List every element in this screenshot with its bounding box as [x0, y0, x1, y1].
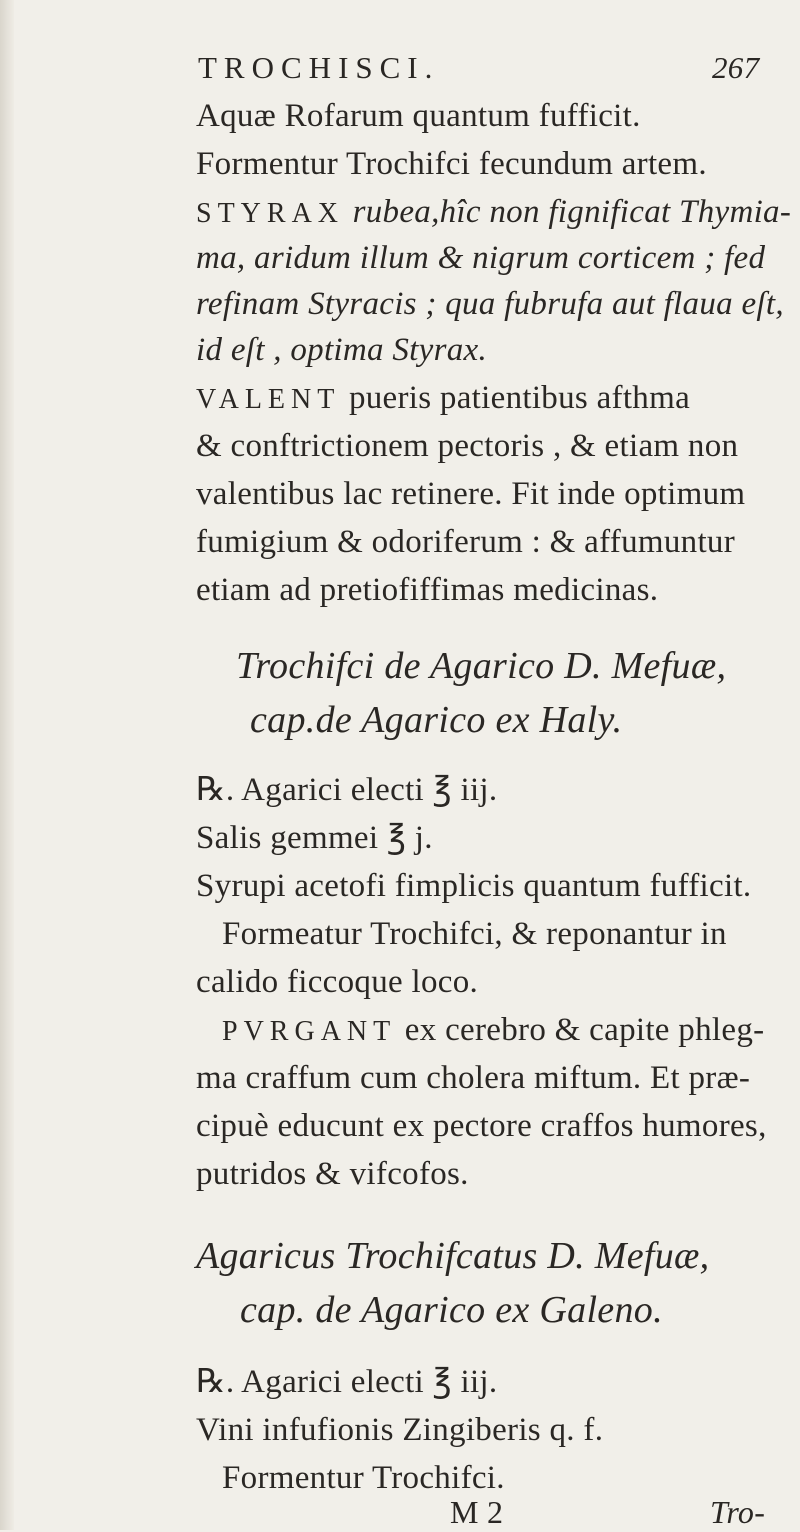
text-line-valent: [196, 378, 690, 420]
text-line: ma, aridum illum & nigrum corticem ; fed: [196, 240, 766, 276]
recipe-line: ℞. Agarici electi ℥ iij.: [196, 772, 498, 808]
signature-mark: M 2: [450, 1494, 504, 1530]
text-line-styrax: [196, 192, 791, 234]
text-line: & conftrictionem pectoris , & etiam non: [196, 428, 739, 464]
page-number: 267: [712, 50, 760, 85]
recipe-line: Vini infufionis Zingiberis q. f.: [196, 1412, 604, 1448]
styrax-note: rubea,hîc non fignificat Thymia-: [352, 194, 792, 230]
section-heading-2: Agaricus Trochifcatus D. Mefuæ,: [196, 1235, 710, 1277]
purgant-text: ex cerebro & capite phleg-: [404, 1012, 765, 1048]
purgant-smallcaps: PVRGANT: [222, 1016, 397, 1047]
text-line: ma craffum cum cholera miftum. Et præ-: [196, 1060, 751, 1096]
recipe-line: Formeatur Trochifci, & reponantur in: [222, 916, 727, 952]
section-heading-2-sub: cap. de Agarico ex Galeno.: [240, 1289, 663, 1331]
text-line: cipuè educunt ex pectore craffos humores,: [196, 1108, 767, 1144]
recipe-line: calido ficcoque loco.: [196, 964, 479, 1000]
text-line: etiam ad pretiofiffimas medicinas.: [196, 572, 659, 608]
section-heading-1-sub: cap.de Agarico ex Haly.: [250, 699, 623, 741]
text-line: putridos & vifcofos.: [196, 1156, 469, 1192]
recipe-line: Formentur Trochifci.: [222, 1460, 505, 1496]
section-heading-1: Trochifci de Agarico D. Mefuæ,: [236, 645, 727, 687]
text-line: Aquæ Rofarum quantum fufficit.: [196, 98, 641, 134]
text-line: refinam Styracis ; qua fubrufa aut flaua eſt,: [196, 286, 784, 322]
styrax-smallcaps: STYRAX: [196, 198, 345, 229]
running-title: TROCHISCI.: [198, 50, 440, 85]
page-edge-shadow: [0, 0, 14, 1530]
recipe-line: Salis gemmei ℥ j.: [196, 820, 433, 856]
recipe-line: ℞. Agarici electi ℥ iij.: [196, 1364, 498, 1400]
catchword: Tro-: [710, 1494, 766, 1530]
text-line: valentibus lac retinere. Fit inde optimum: [196, 476, 746, 512]
valent-smallcaps: VALENT: [196, 384, 341, 415]
recipe-line: Syrupi acetofi fimplicis quantum fufficit.: [196, 868, 752, 904]
text-line: fumigium & odoriferum : & affumuntur: [196, 524, 736, 560]
text-line: id eſt , optima Styrax.: [196, 332, 488, 368]
valent-text: pueris patientibus afthma: [348, 380, 691, 416]
text-line-purgant: [222, 1010, 764, 1052]
text-line: Formentur Trochifci fecundum artem.: [196, 146, 707, 182]
